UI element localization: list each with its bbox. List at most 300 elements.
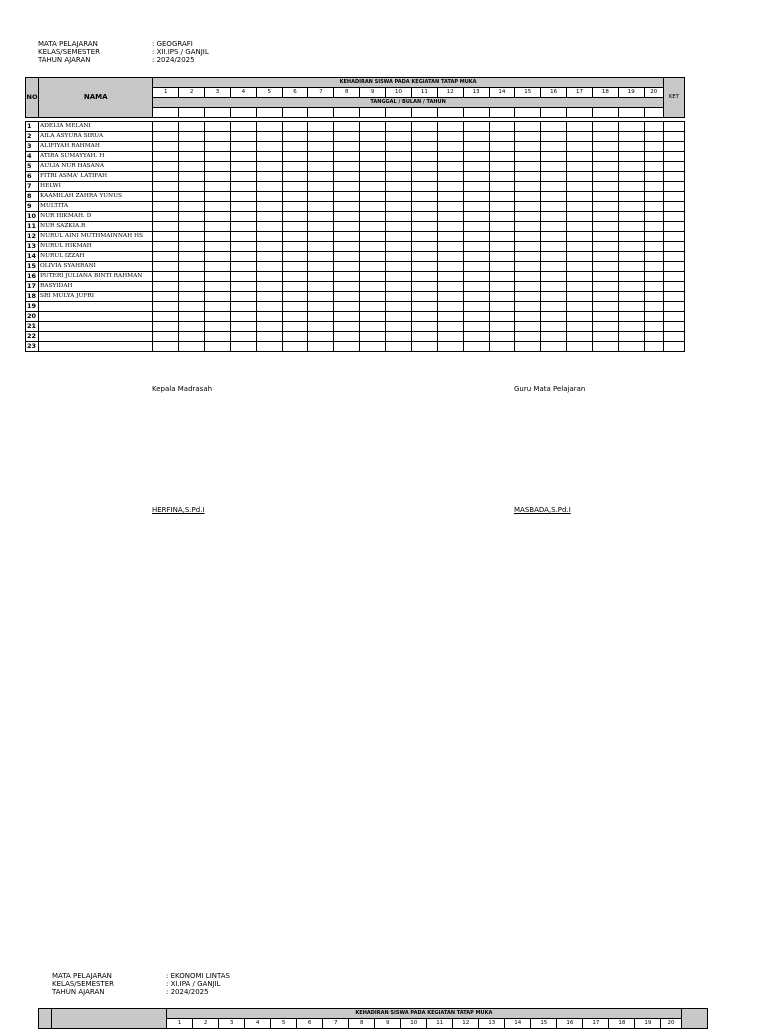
- attendance-cell[interactable]: [386, 242, 412, 252]
- attendance-cell[interactable]: [489, 122, 515, 132]
- attendance-cell[interactable]: [179, 122, 205, 132]
- attendance-cell[interactable]: [230, 232, 256, 242]
- attendance-cell[interactable]: [618, 312, 644, 322]
- attendance-cell[interactable]: [153, 122, 179, 132]
- attendance-cell[interactable]: [644, 282, 663, 292]
- attendance-cell[interactable]: [489, 332, 515, 342]
- attendance-cell[interactable]: [592, 262, 618, 272]
- attendance-cell[interactable]: [308, 192, 334, 202]
- attendance-cell[interactable]: [644, 342, 663, 352]
- attendance-cell[interactable]: [282, 162, 308, 172]
- attendance-cell[interactable]: [437, 252, 463, 262]
- attendance-cell[interactable]: [437, 312, 463, 322]
- attendance-cell[interactable]: [205, 332, 231, 342]
- attendance-cell[interactable]: [437, 332, 463, 342]
- attendance-cell[interactable]: [386, 192, 412, 202]
- attendance-cell[interactable]: [644, 152, 663, 162]
- attendance-cell[interactable]: [567, 262, 593, 272]
- attendance-cell[interactable]: [360, 182, 386, 192]
- attendance-cell[interactable]: [205, 192, 231, 202]
- attendance-cell[interactable]: [360, 232, 386, 242]
- attendance-cell[interactable]: [515, 132, 541, 142]
- ket-cell[interactable]: [663, 262, 684, 272]
- attendance-cell[interactable]: [567, 222, 593, 232]
- attendance-cell[interactable]: [230, 172, 256, 182]
- attendance-cell[interactable]: [205, 212, 231, 222]
- attendance-cell[interactable]: [308, 202, 334, 212]
- attendance-cell[interactable]: [644, 232, 663, 242]
- attendance-cell[interactable]: [386, 292, 412, 302]
- attendance-cell[interactable]: [179, 162, 205, 172]
- attendance-cell[interactable]: [463, 182, 489, 192]
- attendance-cell[interactable]: [567, 182, 593, 192]
- attendance-cell[interactable]: [541, 312, 567, 322]
- attendance-cell[interactable]: [592, 222, 618, 232]
- attendance-cell[interactable]: [515, 222, 541, 232]
- attendance-cell[interactable]: [618, 332, 644, 342]
- attendance-cell[interactable]: [618, 132, 644, 142]
- attendance-cell[interactable]: [360, 262, 386, 272]
- ket-cell[interactable]: [663, 172, 684, 182]
- attendance-cell[interactable]: [360, 272, 386, 282]
- attendance-cell[interactable]: [256, 162, 282, 172]
- attendance-cell[interactable]: [179, 312, 205, 322]
- attendance-cell[interactable]: [541, 282, 567, 292]
- attendance-cell[interactable]: [437, 162, 463, 172]
- date-cell[interactable]: [308, 108, 334, 118]
- attendance-cell[interactable]: [230, 322, 256, 332]
- attendance-cell[interactable]: [153, 152, 179, 162]
- attendance-cell[interactable]: [592, 172, 618, 182]
- attendance-cell[interactable]: [334, 152, 360, 162]
- attendance-cell[interactable]: [489, 152, 515, 162]
- attendance-cell[interactable]: [386, 282, 412, 292]
- ket-cell[interactable]: [663, 192, 684, 202]
- attendance-cell[interactable]: [256, 282, 282, 292]
- attendance-cell[interactable]: [618, 212, 644, 222]
- date-cell[interactable]: [282, 108, 308, 118]
- attendance-cell[interactable]: [541, 342, 567, 352]
- attendance-cell[interactable]: [282, 222, 308, 232]
- attendance-cell[interactable]: [334, 222, 360, 232]
- attendance-cell[interactable]: [334, 142, 360, 152]
- attendance-cell[interactable]: [153, 262, 179, 272]
- attendance-cell[interactable]: [515, 172, 541, 182]
- attendance-cell[interactable]: [386, 322, 412, 332]
- attendance-cell[interactable]: [437, 302, 463, 312]
- attendance-cell[interactable]: [592, 192, 618, 202]
- attendance-cell[interactable]: [618, 342, 644, 352]
- attendance-cell[interactable]: [567, 122, 593, 132]
- attendance-cell[interactable]: [334, 292, 360, 302]
- date-cell[interactable]: [592, 108, 618, 118]
- attendance-cell[interactable]: [489, 312, 515, 322]
- attendance-cell[interactable]: [592, 142, 618, 152]
- attendance-cell[interactable]: [179, 252, 205, 262]
- attendance-cell[interactable]: [592, 282, 618, 292]
- attendance-cell[interactable]: [334, 202, 360, 212]
- attendance-cell[interactable]: [592, 272, 618, 282]
- attendance-cell[interactable]: [644, 242, 663, 252]
- attendance-cell[interactable]: [489, 322, 515, 332]
- attendance-cell[interactable]: [230, 142, 256, 152]
- attendance-cell[interactable]: [230, 302, 256, 312]
- attendance-cell[interactable]: [567, 142, 593, 152]
- attendance-cell[interactable]: [282, 272, 308, 282]
- attendance-cell[interactable]: [386, 222, 412, 232]
- attendance-cell[interactable]: [463, 282, 489, 292]
- attendance-cell[interactable]: [541, 182, 567, 192]
- attendance-cell[interactable]: [541, 292, 567, 302]
- attendance-cell[interactable]: [411, 262, 437, 272]
- attendance-cell[interactable]: [411, 232, 437, 242]
- attendance-cell[interactable]: [567, 202, 593, 212]
- attendance-cell[interactable]: [567, 172, 593, 182]
- ket-cell[interactable]: [663, 252, 684, 262]
- attendance-cell[interactable]: [230, 252, 256, 262]
- attendance-cell[interactable]: [592, 152, 618, 162]
- attendance-cell[interactable]: [515, 252, 541, 262]
- attendance-cell[interactable]: [437, 152, 463, 162]
- attendance-cell[interactable]: [618, 282, 644, 292]
- attendance-cell[interactable]: [618, 122, 644, 132]
- attendance-cell[interactable]: [256, 322, 282, 332]
- attendance-cell[interactable]: [463, 302, 489, 312]
- attendance-cell[interactable]: [256, 302, 282, 312]
- attendance-cell[interactable]: [463, 142, 489, 152]
- attendance-cell[interactable]: [179, 212, 205, 222]
- attendance-cell[interactable]: [644, 182, 663, 192]
- attendance-cell[interactable]: [230, 242, 256, 252]
- attendance-cell[interactable]: [437, 232, 463, 242]
- attendance-cell[interactable]: [541, 132, 567, 142]
- attendance-cell[interactable]: [541, 122, 567, 132]
- attendance-cell[interactable]: [256, 132, 282, 142]
- attendance-cell[interactable]: [386, 272, 412, 282]
- attendance-cell[interactable]: [308, 132, 334, 142]
- attendance-cell[interactable]: [205, 282, 231, 292]
- attendance-cell[interactable]: [463, 202, 489, 212]
- attendance-cell[interactable]: [334, 122, 360, 132]
- attendance-cell[interactable]: [411, 122, 437, 132]
- attendance-cell[interactable]: [334, 192, 360, 202]
- attendance-cell[interactable]: [541, 202, 567, 212]
- attendance-cell[interactable]: [411, 252, 437, 262]
- attendance-cell[interactable]: [334, 232, 360, 242]
- attendance-cell[interactable]: [411, 152, 437, 162]
- attendance-cell[interactable]: [386, 142, 412, 152]
- attendance-cell[interactable]: [179, 292, 205, 302]
- attendance-cell[interactable]: [463, 152, 489, 162]
- attendance-cell[interactable]: [230, 342, 256, 352]
- attendance-cell[interactable]: [567, 212, 593, 222]
- attendance-cell[interactable]: [205, 272, 231, 282]
- attendance-cell[interactable]: [437, 172, 463, 182]
- attendance-cell[interactable]: [179, 282, 205, 292]
- attendance-cell[interactable]: [256, 182, 282, 192]
- date-cell[interactable]: [230, 108, 256, 118]
- attendance-cell[interactable]: [334, 162, 360, 172]
- attendance-cell[interactable]: [386, 172, 412, 182]
- attendance-cell[interactable]: [230, 212, 256, 222]
- attendance-cell[interactable]: [205, 132, 231, 142]
- attendance-cell[interactable]: [282, 342, 308, 352]
- attendance-cell[interactable]: [644, 142, 663, 152]
- attendance-cell[interactable]: [386, 312, 412, 322]
- attendance-cell[interactable]: [515, 272, 541, 282]
- attendance-cell[interactable]: [205, 142, 231, 152]
- attendance-cell[interactable]: [282, 212, 308, 222]
- attendance-cell[interactable]: [437, 272, 463, 282]
- attendance-cell[interactable]: [205, 172, 231, 182]
- attendance-cell[interactable]: [282, 132, 308, 142]
- attendance-cell[interactable]: [618, 232, 644, 242]
- attendance-cell[interactable]: [205, 312, 231, 322]
- attendance-cell[interactable]: [230, 122, 256, 132]
- attendance-cell[interactable]: [308, 292, 334, 302]
- attendance-cell[interactable]: [153, 332, 179, 342]
- attendance-cell[interactable]: [618, 242, 644, 252]
- attendance-cell[interactable]: [437, 342, 463, 352]
- attendance-cell[interactable]: [411, 172, 437, 182]
- date-cell[interactable]: [153, 108, 179, 118]
- attendance-cell[interactable]: [179, 222, 205, 232]
- attendance-cell[interactable]: [153, 192, 179, 202]
- attendance-cell[interactable]: [644, 212, 663, 222]
- date-cell[interactable]: [386, 108, 412, 118]
- attendance-cell[interactable]: [437, 262, 463, 272]
- attendance-cell[interactable]: [411, 272, 437, 282]
- attendance-cell[interactable]: [179, 132, 205, 142]
- attendance-cell[interactable]: [179, 342, 205, 352]
- attendance-cell[interactable]: [334, 132, 360, 142]
- ket-cell[interactable]: [663, 302, 684, 312]
- attendance-cell[interactable]: [256, 242, 282, 252]
- attendance-cell[interactable]: [230, 152, 256, 162]
- attendance-cell[interactable]: [205, 252, 231, 262]
- attendance-cell[interactable]: [360, 172, 386, 182]
- date-cell[interactable]: [256, 108, 282, 118]
- attendance-cell[interactable]: [256, 332, 282, 342]
- attendance-cell[interactable]: [334, 252, 360, 262]
- attendance-cell[interactable]: [618, 192, 644, 202]
- attendance-cell[interactable]: [205, 162, 231, 172]
- attendance-cell[interactable]: [360, 132, 386, 142]
- attendance-cell[interactable]: [541, 212, 567, 222]
- date-cell[interactable]: [618, 108, 644, 118]
- attendance-cell[interactable]: [541, 222, 567, 232]
- date-cell[interactable]: [411, 108, 437, 118]
- attendance-cell[interactable]: [282, 202, 308, 212]
- attendance-cell[interactable]: [360, 252, 386, 262]
- attendance-cell[interactable]: [308, 162, 334, 172]
- attendance-cell[interactable]: [567, 342, 593, 352]
- attendance-cell[interactable]: [411, 142, 437, 152]
- attendance-cell[interactable]: [153, 292, 179, 302]
- attendance-cell[interactable]: [592, 162, 618, 172]
- attendance-cell[interactable]: [282, 312, 308, 322]
- attendance-cell[interactable]: [618, 172, 644, 182]
- attendance-cell[interactable]: [386, 122, 412, 132]
- attendance-cell[interactable]: [360, 152, 386, 162]
- attendance-cell[interactable]: [541, 172, 567, 182]
- attendance-cell[interactable]: [179, 182, 205, 192]
- ket-cell[interactable]: [663, 142, 684, 152]
- attendance-cell[interactable]: [515, 122, 541, 132]
- attendance-cell[interactable]: [567, 252, 593, 262]
- attendance-cell[interactable]: [179, 172, 205, 182]
- attendance-cell[interactable]: [230, 162, 256, 172]
- attendance-cell[interactable]: [153, 232, 179, 242]
- attendance-cell[interactable]: [592, 132, 618, 142]
- attendance-cell[interactable]: [463, 122, 489, 132]
- attendance-cell[interactable]: [541, 152, 567, 162]
- attendance-cell[interactable]: [179, 332, 205, 342]
- attendance-cell[interactable]: [282, 232, 308, 242]
- attendance-cell[interactable]: [308, 172, 334, 182]
- attendance-cell[interactable]: [592, 312, 618, 322]
- attendance-cell[interactable]: [437, 192, 463, 202]
- attendance-cell[interactable]: [567, 232, 593, 242]
- attendance-cell[interactable]: [205, 342, 231, 352]
- date-cell[interactable]: [644, 108, 663, 118]
- date-cell[interactable]: [567, 108, 593, 118]
- ket-cell[interactable]: [663, 312, 684, 322]
- attendance-cell[interactable]: [153, 202, 179, 212]
- attendance-cell[interactable]: [489, 282, 515, 292]
- attendance-cell[interactable]: [515, 292, 541, 302]
- attendance-cell[interactable]: [515, 322, 541, 332]
- attendance-cell[interactable]: [308, 272, 334, 282]
- attendance-cell[interactable]: [463, 132, 489, 142]
- attendance-cell[interactable]: [437, 182, 463, 192]
- attendance-cell[interactable]: [592, 182, 618, 192]
- attendance-cell[interactable]: [411, 162, 437, 172]
- attendance-cell[interactable]: [411, 202, 437, 212]
- attendance-cell[interactable]: [541, 322, 567, 332]
- attendance-cell[interactable]: [153, 172, 179, 182]
- attendance-cell[interactable]: [618, 162, 644, 172]
- attendance-cell[interactable]: [411, 242, 437, 252]
- attendance-cell[interactable]: [360, 142, 386, 152]
- attendance-cell[interactable]: [282, 242, 308, 252]
- attendance-cell[interactable]: [567, 132, 593, 142]
- attendance-cell[interactable]: [256, 152, 282, 162]
- attendance-cell[interactable]: [411, 292, 437, 302]
- ket-cell[interactable]: [663, 332, 684, 342]
- ket-cell[interactable]: [663, 162, 684, 172]
- attendance-cell[interactable]: [256, 212, 282, 222]
- attendance-cell[interactable]: [179, 262, 205, 272]
- attendance-cell[interactable]: [360, 292, 386, 302]
- attendance-cell[interactable]: [179, 232, 205, 242]
- attendance-cell[interactable]: [334, 312, 360, 322]
- attendance-cell[interactable]: [618, 142, 644, 152]
- attendance-cell[interactable]: [256, 292, 282, 302]
- ket-cell[interactable]: [663, 292, 684, 302]
- attendance-cell[interactable]: [386, 202, 412, 212]
- attendance-cell[interactable]: [411, 322, 437, 332]
- attendance-cell[interactable]: [463, 332, 489, 342]
- attendance-cell[interactable]: [256, 122, 282, 132]
- attendance-cell[interactable]: [334, 332, 360, 342]
- ket-cell[interactable]: [663, 242, 684, 252]
- attendance-cell[interactable]: [515, 262, 541, 272]
- attendance-cell[interactable]: [489, 192, 515, 202]
- attendance-cell[interactable]: [153, 312, 179, 322]
- attendance-cell[interactable]: [463, 212, 489, 222]
- attendance-cell[interactable]: [644, 122, 663, 132]
- attendance-cell[interactable]: [463, 342, 489, 352]
- attendance-cell[interactable]: [463, 232, 489, 242]
- attendance-cell[interactable]: [592, 252, 618, 262]
- attendance-cell[interactable]: [411, 342, 437, 352]
- attendance-cell[interactable]: [308, 142, 334, 152]
- date-cell[interactable]: [179, 108, 205, 118]
- attendance-cell[interactable]: [644, 322, 663, 332]
- attendance-cell[interactable]: [567, 282, 593, 292]
- attendance-cell[interactable]: [256, 342, 282, 352]
- attendance-cell[interactable]: [308, 152, 334, 162]
- attendance-cell[interactable]: [386, 262, 412, 272]
- ket-cell[interactable]: [663, 212, 684, 222]
- attendance-cell[interactable]: [618, 262, 644, 272]
- attendance-cell[interactable]: [386, 212, 412, 222]
- attendance-cell[interactable]: [205, 122, 231, 132]
- attendance-cell[interactable]: [230, 262, 256, 272]
- attendance-cell[interactable]: [489, 242, 515, 252]
- attendance-cell[interactable]: [386, 182, 412, 192]
- attendance-cell[interactable]: [411, 332, 437, 342]
- attendance-cell[interactable]: [541, 272, 567, 282]
- attendance-cell[interactable]: [618, 322, 644, 332]
- attendance-cell[interactable]: [256, 222, 282, 232]
- attendance-cell[interactable]: [308, 302, 334, 312]
- attendance-cell[interactable]: [463, 162, 489, 172]
- attendance-cell[interactable]: [437, 292, 463, 302]
- attendance-cell[interactable]: [592, 212, 618, 222]
- attendance-cell[interactable]: [437, 322, 463, 332]
- attendance-cell[interactable]: [334, 282, 360, 292]
- attendance-cell[interactable]: [515, 182, 541, 192]
- attendance-cell[interactable]: [489, 252, 515, 262]
- attendance-cell[interactable]: [360, 332, 386, 342]
- attendance-cell[interactable]: [489, 272, 515, 282]
- attendance-cell[interactable]: [282, 172, 308, 182]
- attendance-cell[interactable]: [230, 132, 256, 142]
- attendance-cell[interactable]: [411, 192, 437, 202]
- attendance-cell[interactable]: [644, 192, 663, 202]
- attendance-cell[interactable]: [282, 332, 308, 342]
- attendance-cell[interactable]: [256, 252, 282, 262]
- attendance-cell[interactable]: [308, 212, 334, 222]
- date-cell[interactable]: [463, 108, 489, 118]
- attendance-cell[interactable]: [411, 212, 437, 222]
- attendance-cell[interactable]: [541, 262, 567, 272]
- attendance-cell[interactable]: [360, 342, 386, 352]
- attendance-cell[interactable]: [489, 292, 515, 302]
- attendance-cell[interactable]: [437, 242, 463, 252]
- attendance-cell[interactable]: [592, 242, 618, 252]
- attendance-cell[interactable]: [230, 222, 256, 232]
- attendance-cell[interactable]: [153, 182, 179, 192]
- attendance-cell[interactable]: [592, 302, 618, 312]
- attendance-cell[interactable]: [515, 242, 541, 252]
- attendance-cell[interactable]: [308, 282, 334, 292]
- date-cell[interactable]: [541, 108, 567, 118]
- attendance-cell[interactable]: [644, 312, 663, 322]
- attendance-cell[interactable]: [334, 242, 360, 252]
